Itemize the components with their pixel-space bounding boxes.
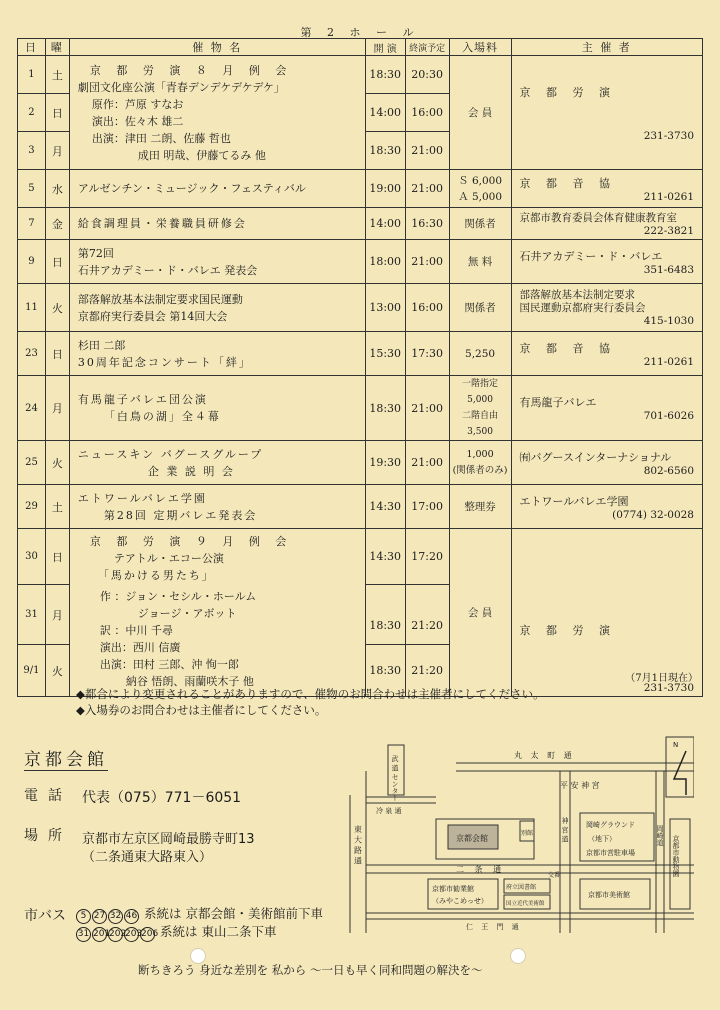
event-line: 企 業 説 明 会 [147, 464, 235, 478]
schedule-table [17, 38, 703, 697]
map-label: 丸 太 町 通 [514, 751, 575, 760]
organizer-name: 京 都 音 協 [519, 341, 616, 355]
event-line: 訳 ：中川 千尋 [99, 624, 173, 637]
organizer-phone: 351-6483 [643, 263, 694, 276]
end-time: 21:00 [405, 240, 449, 284]
header-event: 催 物 名 [69, 39, 365, 56]
table-row [18, 376, 703, 441]
table-row [18, 529, 703, 585]
map-label: 国立近代美術館 [506, 901, 545, 907]
hall-title: 第 2 ホ ー ル [300, 26, 420, 39]
open-time: 14:00 [365, 94, 405, 132]
row-dow: 土 [45, 485, 69, 529]
row-day: 9/1 [18, 645, 46, 697]
event-line: 第72回 [77, 246, 114, 260]
row-dow: 水 [45, 170, 69, 208]
fee-cell: 関係者 [449, 284, 511, 332]
map-label: 京都市営駐車場 [586, 849, 635, 857]
row-day: 9 [18, 240, 46, 284]
event-line: 出演：田村 三郎、沖 恂一郎 [99, 658, 239, 671]
map-label: 仁 王 門 通 [466, 923, 522, 931]
end-time: 21:00 [405, 170, 449, 208]
map-svg [336, 735, 694, 933]
fee-line: 1,000 [466, 448, 494, 460]
route-badge: 31 [76, 927, 91, 942]
route-badge: 203 [124, 927, 139, 942]
table-row [18, 485, 703, 529]
organizer-cell [511, 208, 703, 240]
map-label: 京都市勧業館 [432, 885, 474, 893]
organizer-phone: 211-0261 [643, 355, 694, 368]
row-dow: 日 [45, 332, 69, 376]
route-badge: 32 [108, 909, 123, 924]
route-badge: 27 [92, 909, 107, 924]
updated-date: （7月1日現在） [625, 673, 698, 684]
end-time: 21:20 [405, 645, 449, 697]
event-line: ニュースキン バグースグループ [77, 447, 264, 461]
event-cell [69, 485, 365, 529]
bus-routes-2 [76, 922, 276, 942]
open-time: 18:30 [365, 56, 405, 94]
organizer-phone: 231-3730 [643, 129, 694, 142]
organizer-cell [511, 441, 703, 485]
map-label: 岡崎グラウンド [586, 821, 635, 829]
address-line: （二条通東大路東入） [82, 850, 213, 865]
row-dow: 月 [45, 585, 69, 645]
end-time: 20:30 [405, 56, 449, 94]
row-day: 3 [18, 132, 46, 170]
organizer-name: ㈲バグースインターナショナル [519, 450, 672, 464]
route-badge: 46 [124, 909, 139, 924]
organizer-name: 京 都 労 演 [519, 85, 616, 99]
end-time: 21:00 [405, 441, 449, 485]
row-day: 7 [18, 208, 46, 240]
map-label: 交番 [548, 872, 561, 879]
row-day: 5 [18, 170, 46, 208]
event-line: 京都府実行委員会 第14回大会 [77, 309, 228, 323]
organizer-cell [511, 240, 703, 284]
fee-cell: 5,250 [449, 332, 511, 376]
end-time: 16:30 [405, 208, 449, 240]
map-label: 冷 泉 通 [376, 807, 402, 815]
bus-label: 市バス [24, 908, 66, 924]
organizer-name: 京 都 労 演 [519, 624, 616, 637]
phone-number: 代表（075）771－6051 [82, 790, 242, 806]
venue-name: 京都会館 [24, 745, 108, 771]
header-organizer: 主 催 者 [511, 39, 703, 56]
header-day: 日 [18, 39, 46, 56]
event-line: ジョージ・アボット [137, 607, 237, 620]
event-title: 給食調理員・栄養職員研修会 [77, 217, 247, 230]
row-dow: 火 [45, 441, 69, 485]
event-line: 「白鳥の湖」全４幕 [103, 410, 221, 423]
header-end: 終演予定 [405, 39, 449, 56]
organizer-cell [511, 170, 703, 208]
end-time: 21:20 [405, 607, 449, 645]
organizer-phone: (0774) 32-0028 [612, 508, 694, 521]
open-time: 18:30 [365, 376, 405, 441]
event-cell [69, 376, 365, 441]
table-row [18, 332, 703, 376]
end-time: 16:00 [405, 94, 449, 132]
organizer-phone: 231-3730 [643, 682, 694, 694]
event-cell [69, 208, 365, 240]
event-title: 京 都 労 演 ８ 月 例 会 [89, 63, 293, 77]
row-dow: 金 [45, 208, 69, 240]
organizer-cell [511, 332, 703, 376]
punch-hole [510, 948, 526, 964]
fee-cell: 会 員 [449, 529, 511, 697]
organizer-cell [511, 376, 703, 441]
row-dow: 月 [45, 132, 69, 170]
event-line: 「馬かける男たち」 [97, 569, 215, 582]
fee-line: (関係者のみ) [452, 464, 508, 476]
row-day: 23 [18, 332, 46, 376]
organizer-name: 国民運動京都府実行委員会 [519, 301, 646, 314]
address-line: 京都市左京区岡崎最勝寺町13 [82, 832, 255, 847]
fee-cell [449, 170, 511, 208]
event-cell [69, 529, 365, 697]
map-label: 平 安 神 宮 [560, 781, 600, 790]
bus-routes-1 [76, 904, 323, 924]
address-label: 場所 [24, 828, 72, 844]
row-day: 24 [18, 376, 46, 441]
time-spacer [365, 585, 405, 607]
event-title: 京 都 労 演 ９ 月 例 会 [89, 535, 293, 548]
row-dow: 土 [45, 56, 69, 94]
event-line: 第28回 定期バレエ発表会 [103, 508, 258, 522]
event-line: 劇団文化座公演「青春デンデケデケデケ」 [77, 80, 285, 94]
event-cell [69, 240, 365, 284]
map-label: （地下） [588, 835, 616, 843]
map-label: （みやこめっせ） [432, 897, 488, 905]
fee-line: Ｓ 6,000 [458, 174, 503, 187]
route-badge: 202 [108, 927, 123, 942]
end-time: 17:30 [405, 332, 449, 376]
organizer-phone: 802-6560 [643, 464, 694, 477]
note-line: ◆入場券のお問合わせは主催者にしてください。 [76, 703, 327, 717]
table-row [18, 284, 703, 332]
organizer-name: 京 都 音 協 [519, 176, 616, 190]
table-row [18, 170, 703, 208]
time-spacer [405, 585, 449, 607]
row-dow: 日 [45, 94, 69, 132]
end-time: 21:00 [405, 376, 449, 441]
event-line: テアトル・エコー公演 [113, 552, 224, 565]
end-time: 17:20 [405, 529, 449, 585]
note-line: ◆都合により変更されることがありますので、催物のお問合わせは主催者にしてください。 [76, 687, 545, 701]
end-time: 21:00 [405, 132, 449, 170]
fee-cell: 関係者 [449, 208, 511, 240]
fee-cell: 会 員 [449, 56, 511, 170]
organizer-name: 部落解放基本法制定要求 [519, 288, 635, 301]
end-time: 16:00 [405, 284, 449, 332]
row-day: 1 [18, 56, 46, 94]
header-open: 開 演 [365, 39, 405, 56]
event-line: 原作：芦原 すなお [91, 97, 184, 111]
organizer-phone: 222-3821 [643, 225, 694, 237]
fee-line: Ａ 5,000 [458, 190, 503, 203]
row-dow: 日 [45, 529, 69, 585]
map-label: 神 宮 道 [561, 817, 569, 843]
map-label: 武 道 センター [391, 755, 399, 802]
event-line: 演出：西川 信廣 [99, 641, 181, 654]
fee-cell: 整理券 [449, 485, 511, 529]
map-label: 別館 [521, 830, 534, 837]
bus-text: 系統は 京都会館・美術館前下車 [143, 906, 323, 921]
row-day: 30 [18, 529, 46, 585]
north-arrow-icon [674, 751, 686, 795]
organizer-phone: 211-0261 [643, 190, 694, 203]
route-badge: 201 [92, 927, 107, 942]
phone-label: 電話 [24, 788, 72, 804]
open-time: 15:30 [365, 332, 405, 376]
table-row [18, 240, 703, 284]
event-line: 部落解放基本法制定要求国民運動 [77, 292, 243, 306]
map-label: 京都市美術館 [588, 891, 630, 899]
event-title: アルゼンチン・ミュージック・フェスティバル [77, 182, 306, 195]
row-day: 2 [18, 94, 46, 132]
open-time: 18:30 [365, 645, 405, 697]
end-time: 17:00 [405, 485, 449, 529]
open-time: 18:30 [365, 132, 405, 170]
fee-cell [449, 376, 511, 441]
organizer-name: 石井アカデミー・ド・バレエ [519, 249, 663, 263]
event-cell [69, 170, 365, 208]
north-label: N [673, 741, 679, 749]
table-row [18, 441, 703, 485]
event-line: 30周年記念コンサート「絆」 [77, 355, 252, 369]
event-cell [69, 332, 365, 376]
map-label: 府立図書館 [506, 884, 537, 891]
event-cell [69, 441, 365, 485]
row-dow: 火 [45, 284, 69, 332]
row-dow: 火 [45, 645, 69, 697]
bus-text: 系統は 東山二条下車 [159, 924, 277, 939]
map-label: 岡崎道 [656, 825, 664, 846]
fee-line: 一階指定 5,000 [462, 379, 499, 405]
event-line: エトワールバレエ学園 [77, 491, 207, 505]
row-day: 11 [18, 284, 46, 332]
row-day: 29 [18, 485, 46, 529]
map-label: 東 大 路 通 [353, 825, 363, 865]
event-line: 納谷 悟朗、雨蘭咲木子 他 [125, 675, 254, 688]
row-dow: 月 [45, 376, 69, 441]
map-label: 京都市動物園 [672, 835, 680, 877]
event-line: 出演：津田 二朗、佐藤 哲也 [91, 131, 231, 145]
row-day: 31 [18, 585, 46, 645]
table-row [18, 56, 703, 94]
fee-cell [449, 441, 511, 485]
open-time: 18:00 [365, 240, 405, 284]
notes [76, 686, 545, 718]
open-time: 14:30 [365, 485, 405, 529]
organizer-cell [511, 485, 703, 529]
open-time: 18:30 [365, 607, 405, 645]
organizer-phone: 415-1030 [643, 314, 694, 327]
map-label: 京都会館 [456, 834, 488, 843]
organizer-cell [511, 56, 703, 170]
slogan: 断ちきろう 身近な差別を 私から ～一日も早く同和問題の解決を～ [138, 963, 483, 977]
open-time: 14:00 [365, 208, 405, 240]
open-time: 19:30 [365, 441, 405, 485]
event-line: 演出：佐々木 雄二 [91, 114, 184, 128]
map-label: 二 条 通 [456, 865, 506, 874]
organizer-cell [511, 284, 703, 332]
organizer-name: 有馬龍子バレエ [519, 396, 597, 409]
header-fee: 入場料 [449, 39, 511, 56]
route-badge: 5 [76, 909, 91, 924]
event-line: 有馬龍子バレエ団公演 [77, 393, 208, 406]
row-dow: 日 [45, 240, 69, 284]
table-row [18, 208, 703, 240]
access-map [336, 735, 694, 933]
event-cell [69, 284, 365, 332]
event-line: 杉田 二郎 [77, 338, 126, 352]
header-row [18, 39, 703, 56]
event-line: 作 ：ジョン・セシル・ホールム [99, 590, 257, 603]
event-line: 石井アカデミー・ド・バレエ 発表会 [77, 263, 258, 277]
organizer-name: 京都市教育委員会体育健康教育室 [519, 212, 677, 224]
fee-line: 二階自由 3,500 [462, 411, 499, 437]
organizer-phone: 701-6026 [643, 410, 694, 422]
organizer-name: エトワールバレエ学園 [519, 494, 629, 508]
row-day: 25 [18, 441, 46, 485]
open-time: 14:30 [365, 529, 405, 585]
event-cell [69, 56, 365, 170]
fee-cell: 無 料 [449, 240, 511, 284]
route-badge: 206 [140, 927, 155, 942]
header-dow: 曜 [45, 39, 69, 56]
event-line: 成田 明哉、伊藤てるみ 他 [137, 148, 266, 162]
open-time: 13:00 [365, 284, 405, 332]
open-time: 19:00 [365, 170, 405, 208]
